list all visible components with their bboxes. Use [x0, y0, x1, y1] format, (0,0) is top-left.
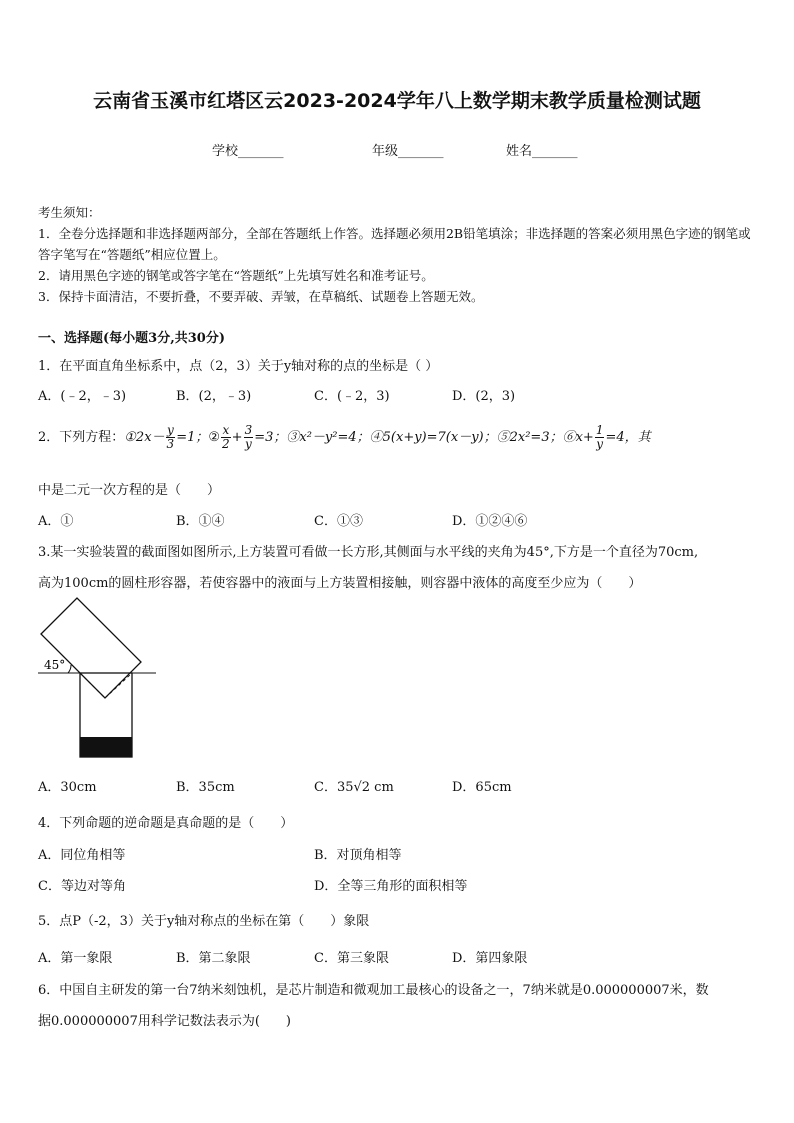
q2-eq1-pre: ①2x－: [124, 430, 165, 445]
q5-option-c[interactable]: C．第三象限: [314, 951, 389, 966]
question-6-line-1: 6．中国自主研发的第一台7纳米刻蚀机，是芯片制造和微观加工最核心的设备之一，7纳米就是0.000000007米，数: [38, 983, 709, 998]
q3-option-a[interactable]: A．30cm: [38, 780, 97, 795]
q2-option-b[interactable]: B．①④: [176, 514, 225, 529]
angle-label: 45°: [44, 658, 66, 672]
question-5-stem: 5．点P（-2，3）关于y轴对称点的坐标在第（ ）象限: [38, 914, 370, 929]
q4-option-b[interactable]: B．对顶角相等: [314, 848, 402, 863]
q2-eq1-fraction: [166, 424, 176, 451]
q2-eq1-num: y: [166, 423, 174, 437]
page-title: 云南省玉溪市红塔区云2023-2024学年八上数学期末教学质量检测试题: [93, 90, 701, 112]
section-heading: 一、选择题(每小题3分,共30分): [38, 331, 225, 346]
q2-eq2-plus: +: [231, 430, 243, 445]
liquid-fill: [80, 737, 132, 757]
q4-option-c[interactable]: C．等边对等角: [38, 879, 126, 894]
q2-eq6-post: =4，其: [605, 430, 651, 445]
grade-field[interactable]: 年级_______: [372, 144, 444, 159]
q2-eq6-den: y: [596, 437, 604, 451]
q3-option-b[interactable]: B．35cm: [176, 780, 235, 795]
q4-option-d[interactable]: D．全等三角形的面积相等: [314, 879, 468, 894]
notice-heading: 考生须知：: [38, 205, 101, 220]
q3-option-c[interactable]: C．35√2 cm: [314, 780, 394, 795]
notice-item-3: 3．保持卡面清洁，不要折叠，不要弄破、弄皱，在草稿纸、试题卷上答题无效。: [38, 289, 484, 304]
q2-eq2-den: 2: [222, 437, 230, 451]
question-3-line-1: 3.某一实验装置的截面图如图所示,上方装置可看做一长方形,其侧面与水平线的夹角为45°,下方是一个直径为70cm,: [38, 545, 699, 560]
tilted-rectangle: [41, 598, 141, 698]
question-2-continuation: 中是二元一次方程的是（ ）: [38, 483, 221, 498]
q2-eq6-pre: ⑥x+: [562, 430, 594, 445]
q2-eq2-fraction-a: [221, 424, 231, 451]
q1-option-b[interactable]: B．(2，﹣3): [176, 389, 252, 404]
q5-option-a[interactable]: A．第一象限: [38, 951, 113, 966]
q2-eq4: ④5(x+y)=7(x－y)；: [369, 430, 497, 445]
question-1-stem: 1．在平面直角坐标系中，点（2，3）关于y轴对称的点的坐标是（ ）: [38, 359, 439, 374]
notice-item-2: 2．请用黑色字迹的钢笔或答字笔在“答题纸”上先填写姓名和准考证号。: [38, 268, 434, 283]
q1-option-d[interactable]: D．(2，3): [452, 389, 516, 404]
q3-figure: [38, 595, 158, 765]
school-field[interactable]: 学校_______: [212, 144, 284, 159]
q4-option-a[interactable]: A．同位角相等: [38, 848, 126, 863]
question-4-stem: 4．下列命题的逆命题是真命题的是（ ）: [38, 816, 294, 831]
q2-eq2-fraction-b: [244, 424, 254, 451]
dashed-triangle: [80, 673, 132, 698]
q2-option-d[interactable]: D．①②④⑥: [452, 514, 528, 529]
question-3-line-2: 高为100cm的圆柱形容器，若使容器中的液面与上方装置相接触，则容器中液体的高度至少应为（ ）: [38, 576, 642, 591]
question-6-line-2: 据0.000000007用科学记数法表示为( ): [38, 1014, 291, 1029]
q1-option-a[interactable]: A．(﹣2，﹣3): [38, 389, 127, 404]
q1-option-c[interactable]: C．(﹣2，3): [314, 389, 390, 404]
q5-option-d[interactable]: D．第四象限: [452, 951, 528, 966]
q2-eq2-pre: ②: [208, 430, 221, 445]
q2-eq2-post: =3；: [254, 430, 287, 445]
q5-option-b[interactable]: B．第二象限: [176, 951, 251, 966]
q2-eq2-den2: y: [244, 437, 252, 451]
q2-eq6-num: 1: [595, 423, 604, 437]
angle-arc: [68, 665, 71, 673]
q2-eq1-post: =1；: [176, 430, 209, 445]
q2-eq5: ⑤2x²=3；: [496, 430, 563, 445]
q2-eq3: ③x²－y²=4；: [286, 430, 370, 445]
q3-option-d[interactable]: D．65cm: [452, 780, 512, 795]
q2-eq6-fraction: [595, 424, 605, 451]
q2-option-c[interactable]: C．①③: [314, 514, 363, 529]
q2-option-a[interactable]: A．①: [38, 514, 74, 529]
q2-eq1-den: 3: [166, 437, 175, 451]
name-field[interactable]: 姓名_______: [506, 144, 578, 159]
q2-eq2-num2: 3: [244, 423, 253, 437]
q2-eq2-num: x: [222, 423, 230, 437]
notice-item-1: 1．全卷分选择题和非选择题两部分，全部在答题纸上作答。选择题必须用2B铅笔填涂；非选择题的答案必须用黑色字迹的钢笔或答字笔写在“答题纸”相应位置上。: [38, 226, 751, 262]
q2-lead: 2．下列方程：: [38, 430, 125, 445]
question-2-stem: [38, 424, 651, 451]
